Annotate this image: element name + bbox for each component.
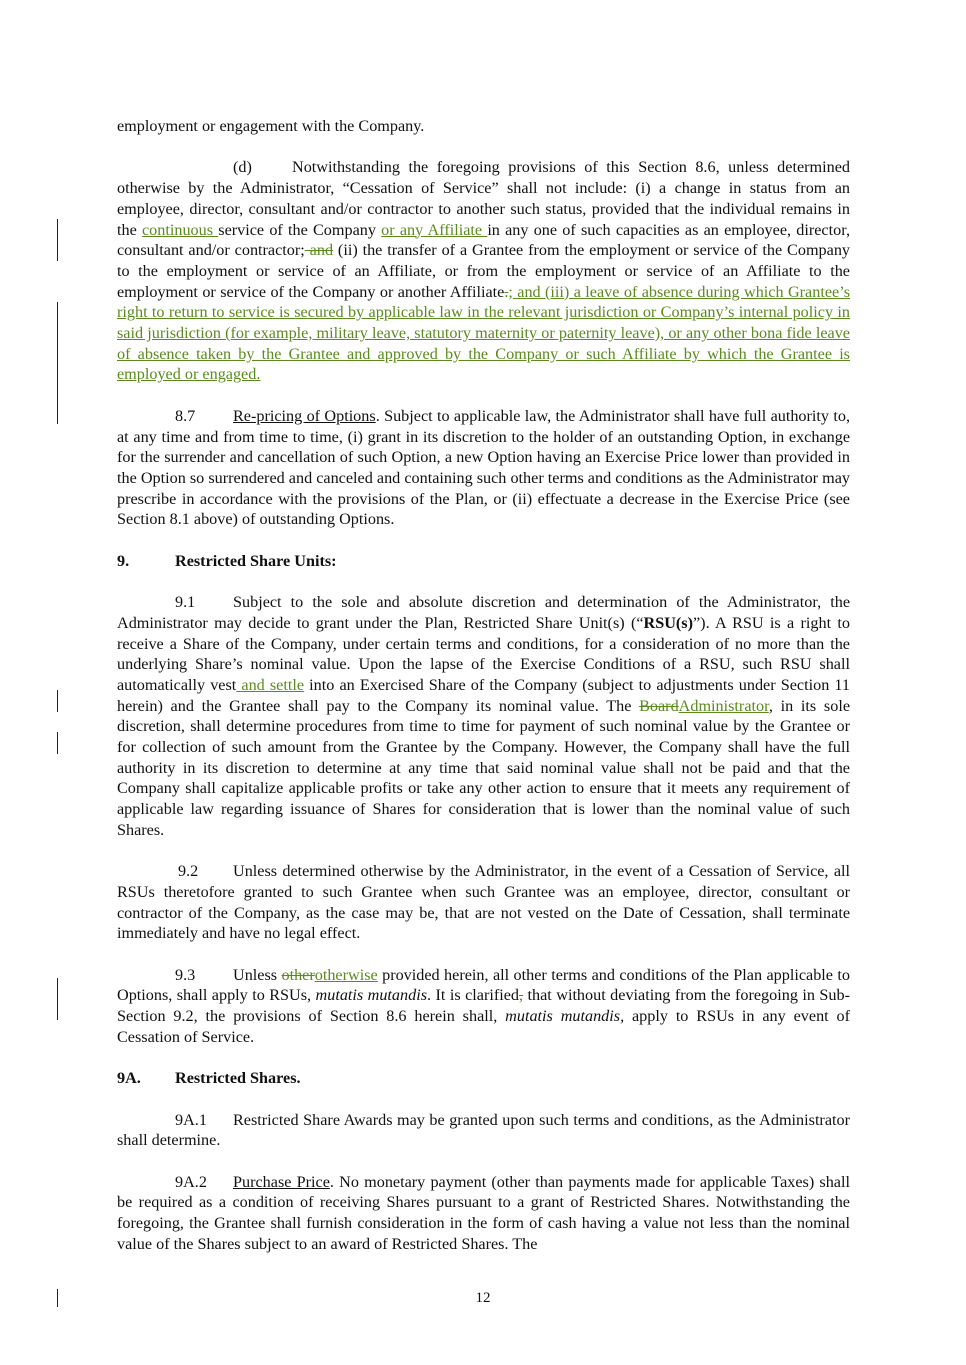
heading-number: 9. <box>117 551 130 570</box>
deletion: other <box>281 965 315 984</box>
paragraph-continuation: employment or engagement with the Company. <box>117 117 425 135</box>
latin-phrase: mutatis mutandis <box>315 986 428 1005</box>
paragraph-8-6-d: (d) Notwithstanding the foregoing provisions of this Section 8.6, unless determined otherwise by the Administrator, “Cessation of Service” shall not include: (i) a change in status from an employee, director, consultant and/or contractor to another such status, provided that the individual remains in the continuous service of the Company or any Affiliate in any one of such capacities as an employee, director, consultant and/or contractor; and (ii) the transfer of a Grantee from the employment or service of the Company to the employment or service of an Affiliate, or from the employment or service of an Affiliate to the employment or service of the Company or another Affiliate.; and (iii) a leave of absence during which Grantee’s right to return to service is secured by applicable law in the relevant jurisdiction or Company’s internal policy in said jurisdiction (for example, military leave, statutory maternity or paternity leave), or any other bona fide leave of absence taken by the Grantee and approved by the Company or such Affiliate by which the Grantee is employed or engaged. <box>117 158 851 384</box>
insertion: Administrator <box>678 696 769 715</box>
section-9-1: 9.1 Subject to the sole and absolute discretion and determination of the Administrator, the Administrator may decide to grant under the Plan, Restricted Share Unit(s) (“RSU(s)”). A RSU is a right to receive a Share of the Company, under certain terms and conditions, for a consideration of no more than the underlying Share’s nominal value. Upon the lapse of the Exercise Conditions of a RSU, such RSU shall automatically vest and settle into an Exercised Share of the Company (subject to adjustments under Section 11 herein) and the Grantee shall pay to the Company its nominal value. The BoardAdministrator, in its sole discretion, shall determine procedures from time to time for payment of such nominal value by the Grantee or for collection of such amount from the Grantee by the Company. However, the Company shall have the full authority in its discretion to determine at any time that said nominal value shall not be paid and that the Company shall capitalize applicable profits or take any other action to ensure that it meets any requirement of applicable law regarding issuance of Shares for consideration that is lower than the nominal value of such Shares. <box>117 593 850 839</box>
change-bar <box>57 732 58 754</box>
page-number: 12 <box>475 1290 491 1306</box>
section-9-3: 9.3 Unless otherotherwise provided herein, all other terms and conditions of the Plan applicable to Options, shall apply to RSUs, mutatis mutandis. It is clarified, that without deviating from the foregoing in Sub-Section 9.2, the provisions of Section 8.6 herein shall, mutatis mutandis, apply to RSUs in any event of Cessation of Service. <box>117 965 851 1046</box>
section-title: Purchase Price <box>233 1172 330 1191</box>
change-bar <box>57 302 58 424</box>
section-number: 9A.2 <box>175 1172 207 1191</box>
insertion: ; and (iii) a leave of absence during which Grantee’s right to return to service is secured by applicable law in the relevant jurisdiction or Company’s internal policy in said jurisdiction (for example, military leave, statutory maternity or paternity leave), or any other bona fide leave of absence taken by the Grantee and approved by the Company or such Affiliate by which the Grantee is employed or engaged. <box>117 282 851 384</box>
heading-section-9a <box>117 1068 850 1089</box>
section-title: Re-pricing of Options <box>233 406 376 425</box>
insertion: continuous <box>142 220 219 239</box>
defined-term: RSU(s) <box>643 613 693 632</box>
insertion: or any Affiliate <box>381 220 488 239</box>
insertion: otherwise <box>314 965 378 984</box>
section-number: 9.2 <box>178 862 199 881</box>
section-number: 9.1 <box>175 593 196 612</box>
change-bar <box>57 219 58 261</box>
section-number: 9A.1 <box>175 1110 207 1129</box>
deletion: . <box>504 282 509 301</box>
deletion: Board <box>639 696 679 715</box>
insertion: and settle <box>236 675 305 694</box>
heading-number: 9A. <box>117 1069 141 1088</box>
heading-title: Restricted Share Units: <box>175 551 337 570</box>
heading-section-9 <box>117 551 850 572</box>
change-bar <box>57 690 58 712</box>
deletion: , <box>519 986 524 1005</box>
section-8-7: 8.7 Re-pricing of Options. Subject to applicable law, the Administrator shall have full authority to, at any time and from time to time, (i) grant in its discretion to the holder of an outstanding Option, in exchange for the surrender and cancellation of such Option, a new Option having an Exercise Price lower than provided in the Option so surrendered and canceled and containing such other terms and conditions as the Administrator may prescribe in accordance with the provisions of the Plan, or (ii) effectuate a decrease in the Exercise Price (see Section 8.1 above) of outstanding Options. <box>117 406 850 529</box>
section-number: 8.7 <box>175 406 196 425</box>
section-9a-2: 9A.2 Purchase Price. No monetary payment (other than payments made for applicable Taxes) shall be required as a condition of receiving Shares pursuant to a grant of Restricted Shares. Notwithstanding the foregoing, the Grantee shall furnish consideration in the form of cash having a value not less than the nominal value of the Shares subject to an award of Restricted Shares. The <box>117 1172 850 1253</box>
latin-phrase: mutatis mutandis, <box>505 1007 625 1026</box>
document-body <box>117 116 850 1275</box>
section-9-2: 9.2 Unless determined otherwise by the Administrator, in the event of a Cessation of Service, all RSUs theretofore granted to such Grantee when such Grantee was an employee, director, consultant or contractor of the Company, as the case may be, that are not vested on the Date of Cessation, shall terminate immediately and have no legal effect. <box>117 862 850 943</box>
section-9a-1: 9A.1 Restricted Share Awards may be granted upon such terms and conditions, as the Administrator shall determine. <box>117 1110 850 1150</box>
deletion: and <box>304 241 334 260</box>
clause-label: (d) <box>233 158 252 177</box>
change-bar <box>57 978 58 1020</box>
heading-title: Restricted Shares. <box>175 1069 301 1088</box>
section-number: 9.3 <box>175 965 196 984</box>
